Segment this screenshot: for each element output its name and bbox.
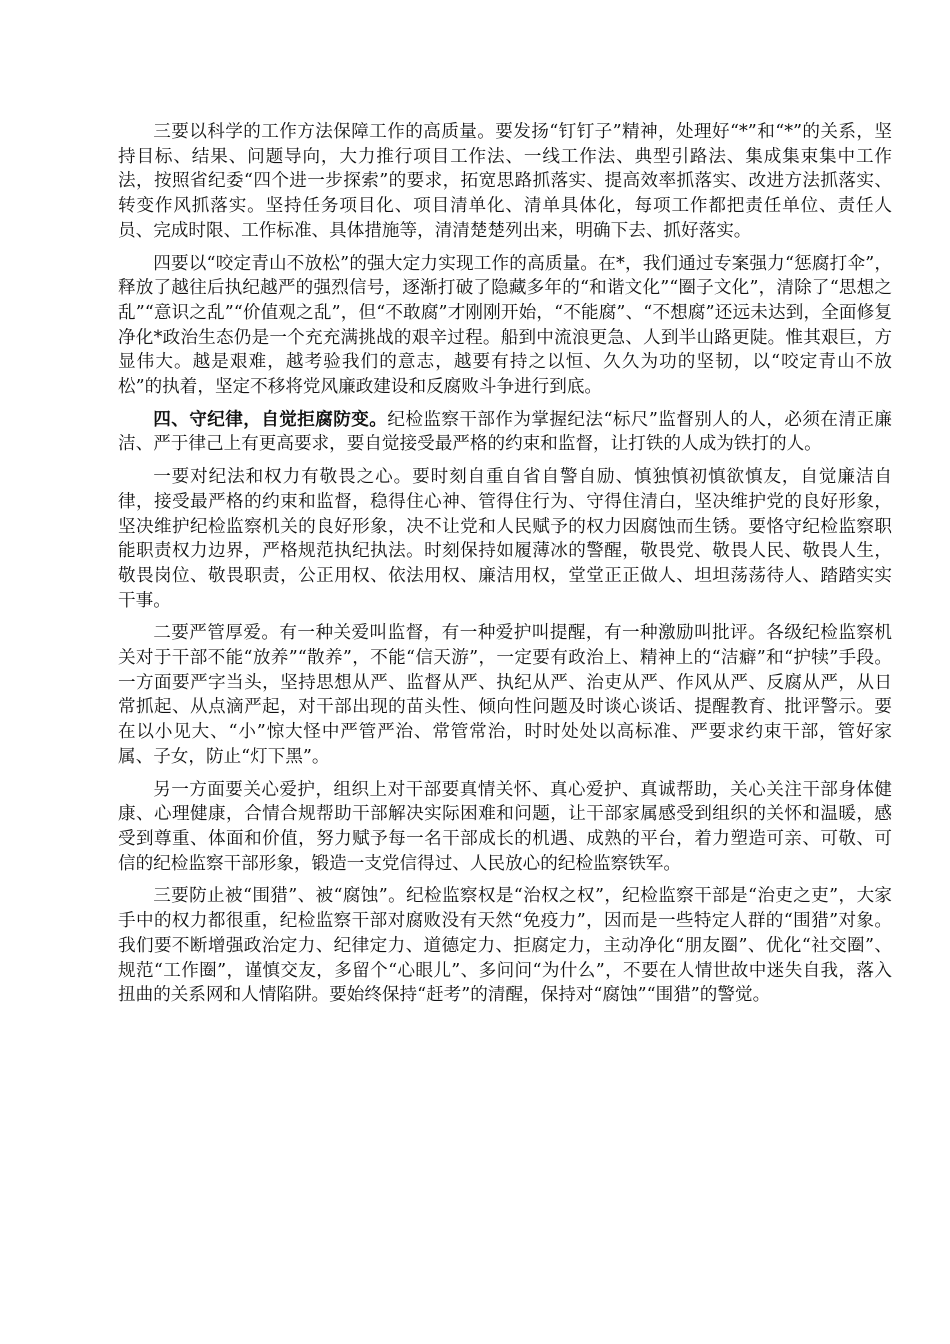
paragraph-text: 二要严管厚爱。有一种关爱叫监督，有一种爱护叫提醒，有一种激励叫批评。各级纪检监察机关对于干部不能“放养”“散养”，不能“信天游”，一定要有政治上、精神上的“洁癖”和“护犊”手段。一方面要严字当头，坚持思想从严、监督从严、执纪从严、治吏从严、作风从严、反腐从严，从日常抓起、从点滴严起，对干部出现的苗头性、倾向性问题及时谈心谈话、提醒教育、批评警示。要在以小见大、“小”惊大怪中严管严治、常管常治，时时处处以高标准、严要求约束干部，管好家属、子女，防止“灯下黑”。 <box>118 623 892 767</box>
paragraph-text: 三要以科学的工作方法保障工作的高质量。要发扬“钉钉子”精神，处理好“*”和“*”的关系，坚持目标、结果、问题导向，大力推行项目工作法、一线工作法、典型引路法、集成集束集中工作法，按照省纪委“四个进一步探索”的要求，拓宽思路抓落实、提高效率抓落实、改进方法抓落实、转变作风抓落实。坚持任务项目化、项目清单化、清单具体化，每项工作都把责任单位、责任人员、完成时限、工作标准、具体措施等，清清楚楚列出来，明确下去、抓好落实。 <box>118 122 892 241</box>
document-body <box>118 120 892 1008</box>
paragraph-reverence <box>118 465 892 613</box>
paragraph-perseverance <box>118 252 892 400</box>
paragraph-strict-care <box>118 621 892 769</box>
paragraph-text: 另一方面要关心爱护，组织上对干部要真情关怀、真心爱护、真诚帮助，关心关注干部身体健康、心理健康，合情合规帮助干部解决实际困难和问题，让干部家属感受到组织的关怀和温暖，感受到尊重、体面和价值，努力赋予每一名干部成长的机遇、成熟的平台，着力塑造可亲、可敬、可信的纪检监察干部形象，锻造一支党信得过、人民放心的纪检监察铁军。 <box>118 779 892 874</box>
paragraph-anti-corrosion <box>118 884 892 1008</box>
section-heading: 四、守纪律，自觉拒腐防变。 <box>153 408 388 430</box>
paragraph-care <box>118 778 892 877</box>
paragraph-text: 三要防止被“围猎”、被“腐蚀”。纪检监察权是“治权之权”，纪检监察干部是“治吏之吏”，大家手中的权力都很重，纪检监察干部对腐败没有天然“免疫力”，因而是一些特定人群的“围猎”对象。我们要不断增强政治定力、纪律定力、道德定力、拒腐定力，主动净化“朋友圈”、优化“社交圈”、规范“工作圈”，谨慎交友，多留个“心眼儿”、多问问“为什么”，不要在人情世故中迷失自我，落入扭曲的关系网和人情陷阱。要始终保持“赶考”的清醒，保持对“腐蚀”“围猎”的警觉。 <box>118 886 892 1006</box>
paragraph-text: 纪检监察干部作为掌握纪法“标尺”监督别人的人，必须在清正廉洁、严于律己上有更高要求，要自觉接受最严格的约束和监督，让打铁的人成为铁打的人。 <box>118 409 892 455</box>
paragraph-method <box>118 120 892 244</box>
paragraph-discipline-section <box>118 408 892 457</box>
paragraph-text: 四要以“咬定青山不放松”的强大定力实现工作的高质量。在*，我们通过专案强力“惩腐打伞”，释放了越往后执纪越严的强烈信号，逐渐打破了隐藏多年的“和谐文化”“圈子文化”，清除了“思想之乱”“意识之乱”“价值观之乱”，但“不敢腐”才刚刚开始，“不能腐”、“不想腐”还远未达到，全面修复净化*政治生态仍是一个充充满挑战的艰辛过程。船到中流浪更急、人到半山路更陡。惟其艰巨，方显伟大。越是艰难，越考验我们的意志，越要有持之以恒、久久为功的坚韧，以“咬定青山不放松”的执着，坚定不移将党风廉政建设和反腐败斗争进行到底。 <box>118 253 892 398</box>
paragraph-text: 一要对纪法和权力有敬畏之心。要时刻自重自省自警自励、慎独慎初慎欲慎友，自觉廉洁自律，接受最严格的约束和监督，稳得住心神、管得住行为、守得住清白，坚决维护党的良好形象，坚决维护纪检监察机关的良好形象，决不让党和人民赋予的权力因腐蚀而生锈。要恪守纪检监察职能职责权力边界，严格规范执纪执法。时刻保持如履薄冰的警醒，敬畏党、敬畏人民、敬畏人生，敬畏岗位、敬畏职责，公正用权、依法用权、廉洁用权，堂堂正正做人、坦坦荡荡待人、踏踏实实干事。 <box>118 467 892 611</box>
